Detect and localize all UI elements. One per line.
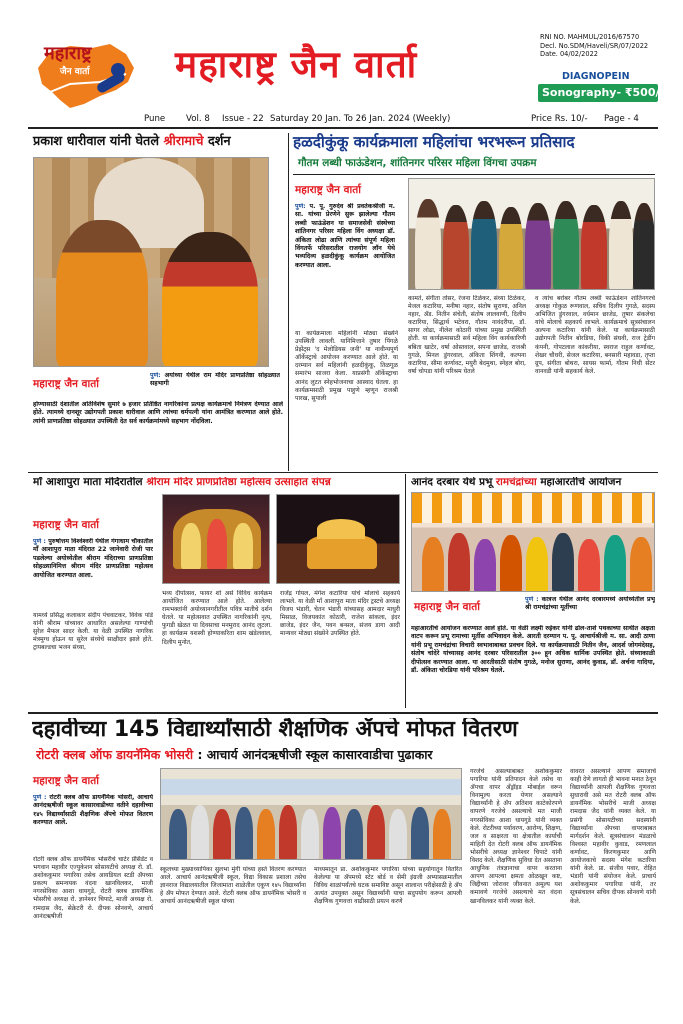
story5-col2: स्कूलच्या मुख्याध्यापिका सुलभा मुंगी यांच्या हस्ते वितरण करण्यात आले. आचार्य आनंदऋषीजी स्कूल, विद्या विकास प्रशाला तसेच ज्ञानराज विद्यालयातील जिजामाता शाळेतील एकूण १४५ विद्यार्थ्यांना हे ॲप मोफत देण्यात आले. रोटरी क्लब ऑफ डायनॅमिक भोसरी व आचार्य आनंदऋषीजी स्कूल यांच्या — [160, 866, 306, 906]
story5-lead-text: रोटरी क्लब ऑफ डायनॅमिक भोसरी, आचार्य आनंदऋषीजी स्कूल कासारवाडीच्या वतीने दहावीच्या १४५ विद्यार्थ्यांसाठी शैक्षणिक ॲपचे मोफत वितरण करण्यात आले. — [33, 794, 153, 827]
brand-tag: महाराष्ट्र जैन वार्ता — [295, 184, 361, 196]
woman-figure — [162, 232, 258, 367]
story3-col2: भव्य दीपोत्सव, फायर शो असे विविध कार्यक्रम आयोजित करण्यात आले होते. आलेल्या रामभक्तांनी अयोध्यानगरीतील पवित्र मातीचे दर्शन घेतले. या महोत्सवात उपस्थित नागरिकांनी नृत्य, फुगडी खेळत या दिवसाचा मनमुराद आनंद लुटला. हा कार्यक्रम यशस्वी होण्याकरिता शाम खंडेलवाल, दिलीप मुनोत, — [162, 590, 272, 646]
masthead-logo — [30, 38, 138, 113]
ad-brand: DIAGNOPEIN — [562, 71, 630, 82]
story5-subhead-org: रोटरी क्लब ऑफ डायनॅमिक भोसरी — [36, 748, 194, 762]
story5-lead — [33, 794, 153, 852]
story4-body: महाआरतीचे आयोजन करण्यात आले होते. या वेळी लक्ष्मी रुईकर यांनी ढोल-ताशे पथकाच्या साथीत अक्षता वाटप करून प्रभू रामाच्या मूर्तीस अभिवादन केले. आरती दरम्यान प. पू. आचार्यश्रीजी म. सा. आदी ठाणा यांनी प्रभू रामचंद्रांचा विचारी स्वभावाबाबत प्रवचन दिले. या कार्यक्रमासाठी नितीन जैन, आदर्श जोगमंदेसह, संतोष चांदेरे यांच्यासह आनंद दरबार परिसरातील ३०० हून अधिक धार्मिक उपस्थित होते. संध्याकाळी दीपोत्सव करण्यात आला. या आरतीसाठी संतोष गुगळे, मनोज सुराणा, आनंद कुवाड, डॉ. अर्चना गादिया, डॉ. अंकिता चोरडिया यांनी परिश्रम घेतले. — [411, 625, 655, 675]
story1-lead — [150, 372, 280, 398]
column-rule — [288, 133, 289, 471]
story3-photo-left — [162, 494, 270, 584]
story3-headline — [33, 477, 401, 489]
rni-line: Decl. No.SDM/Haveli/SR/07/2022 — [540, 41, 649, 50]
rni-block — [540, 33, 648, 59]
story3-photo-right — [276, 494, 400, 584]
story1-dateline: पुणे: — [150, 372, 161, 379]
rni-line: Date. 04/02/2022 — [540, 50, 598, 59]
story1-body: होण्यासाठी देशातील अतिविशेष सुमारे ७ हजार प्रतिष्ठित नागरिकांना प्रत्यक्ष कार्यक्रमाचे निमंत्रण देण्यात आले होते. त्यामध्ये दानशूर उद्योगपती प्रकाश धारीवाल आणि त्यांच्या धर्मपत्नी यांना आमंत्रित करण्यात आले होते. त्यांनी प्राणप्रतिष्ठा सोहळ्यात उपस्थिती देत सर्व कार्यक्रमांमध्ये सहभाग नोंदविला. — [33, 401, 283, 425]
rni-line: RNI NO. MAHMUL/2016/67570 — [540, 33, 640, 41]
story3-lead — [33, 538, 153, 606]
strip-city: Pune — [144, 114, 166, 124]
story4-photo — [411, 492, 655, 592]
logo-sub: जैन वार्ता — [60, 67, 90, 77]
story2-headline: हळदीकुंकू कार्यक्रमाला महिलांचा भरभरून प्रतिसाद — [293, 133, 575, 151]
story4-headline-highlight: रामचंद्रांच्या — [495, 477, 537, 488]
strip-issue: Issue - 22 — [222, 114, 264, 124]
story5-subhead-rest: : आचार्य आनंदऋषीजी स्कूल कासारवाडीचा पुढाकार — [193, 748, 433, 762]
story4-headline-text: आनंद दरबार येथे प्रभू — [411, 477, 496, 488]
story4-dateline: पुणे : — [525, 596, 539, 603]
masthead-title: महाराष्ट्र जैन वार्ता — [175, 42, 418, 86]
logo-text: महाराष्ट्र — [44, 43, 92, 64]
dateline-strip — [138, 112, 658, 126]
story2-dateline: पुणे: — [295, 203, 306, 210]
story5-col5: वावरत असल्याने आपण समाजाचे काही देणे लागतो ही भावना मनात ठेवून विद्यार्थ्यांनी आपली शैक्षणिक गुणवत्ता सुधारावी असे मत रोटरी क्लब ऑफ डायनॅमिक भोसरीचे माजी अध्यक्ष रामदास जैद यांनी व्यक्त केले. या प्रसंगी सोसायटीच्या सदस्यांनी विद्यार्थ्यांना ॲपच्या वापराबाबत मार्गदर्शन केले. सूत्रसंचालन मंडळाचे विश्वस्त महावीर कुवाड, रमणलाल कर्णावट, किरणकुमार आणि आयोजकाचे सदस्य मंगेश कटारिया यांनी केले. प्रा. संजीव पवार, रोहित भंडारी यांनी संयोजन केले. प्राचार्य अशोककुमार पगारिया यांनी, तर सूत्रसंचालन सचिव दीपक सोनवणे यांनी केले. — [570, 768, 656, 905]
story2-col3: व त्यांच बरोबर गौतम लब्धी फाऊंडेशन शांतिनगरचे अध्यक्ष गोकुळ रूणवाल, सचिव दिलीप गुगळे, सदस्य अभिजित डुंगरवाल, वर्धमान छाजेड, तुषार संकलेचा यांचे मोलाचे सहकार्य लाभले. कार्यक्रमाचे सूत्रसंचालन अल्पना कटारिया यांनी केले. या कार्यक्रमासाठी उद्योगपती नितीन बोरडिया, विकी संघवी, राज ट्रेडींग कंपनी, गोपटलाल कांकरीया, स्वराज राहुल कर्णावट, शेखर चौधरी, सेजल कटारिया, बनसारी महावडा, तृप्ता ग्रुप, संगीता बोथरा, सायस फार्मा, गौतम निधी सेंटर वानवडी यांनी सहकार्य केले. — [535, 295, 655, 375]
strip-page: Page - 4 — [604, 114, 639, 124]
story3-col3: राजेंद्र गोयल, मंगेश कटारिया यांचे मोलाचे सहकार्य लाभले. या वेळी माँ आशापुरा माता मंदिर ट्रस्टचे अध्यक्ष विजय भंडारी, चेतन भंडारी यांच्यासह आमदार माधुरी मिसाळ, विजयकांत कोठारी, राजेश सांकला, इंदर छाजेड, इंदर जैन, पवन बन्सल, संजय डागा आदी मान्यवर मोठ्या संख्येने उपस्थित होते. — [280, 590, 400, 638]
story5-photo — [160, 768, 462, 860]
story1-headline — [33, 135, 283, 149]
story3-col1: यामध्ये प्रसिद्ध कलाकार संदीप पंचवाटकर, विवेक पांडे यांनी श्रीराम यांच्यावर आधारित असलेल्या गाण्यांची सुरेल मैफल सादर केली. या वेळी उपस्थित नागरिक मंत्रमुग्ध होऊन या सुरेल संध्येचे साक्षीदार झाले होते. ट्रायबल्डचा भजन संध्या, — [33, 612, 153, 652]
ad-offer: Sonography- ₹500/- — [538, 84, 658, 102]
story1-photo — [33, 157, 269, 367]
masthead-rule — [28, 127, 658, 129]
story1-headline-end: दर्शन — [203, 134, 231, 149]
story2-lead — [295, 203, 395, 327]
story1-headline-highlight: श्रीरामाचे — [163, 134, 204, 149]
brand-tag: महाराष्ट्र जैन वार्ता — [33, 378, 99, 390]
story2-col2: कामते, संगीता तोसर, रंजना टिळेकर, संध्या टिळेकर, मेजल कटारिया, मनीषा नहार, संतोष सुराणा, अनिल नहार, ॲड. नितीन संचेती, संतोष लालवाणी, दिलीप कटारिया, सिद्धार्थ भटेवरा, गौतम नावंदरीया, डॉ. सागर लोढा, नीलेश कोठारी यांच्या प्रमुख उपस्थिती होती. या कार्यक्रमासाठी सर्व महिला विंग कार्यकारिणी बबिता खाटेर, वर्षा ओस्तवाल, सपना छाजेड, राजश्री गुगळे, मिनल डुंगरवाल, अंकिता शिंगवी, कल्पना कटारिया, सीमा कर्णावट, मयुरी बेदमुथा, स्नेहल बोरा, वर्षा चोपडा यांनी परिश्रम घेतले — [408, 295, 526, 375]
story5-subhead — [36, 748, 656, 762]
story1-headline-text: प्रकाश धारीवाल यांनी घेतले — [33, 134, 164, 149]
strip-price: Price Rs. 10/- — [531, 114, 588, 124]
story5-col1: रोटरी क्लब ऑफ डायनॅमिक भोसरीचे चार्टर प्रेसिडेंट व भगवान महावीर एज्युकेशन सोसायटीचे अध्यक्ष रो. डॉ. अशोककुमार पगारिया तसेच आयडियल स्टडी ॲपच्या प्रकल्प समन्वयक वंदना खानविलकर, माजी नगरसेविका आशा धायगुडे, रोटरी क्लब डायनॅमिक भोसरीचे अध्यक्ष रो. ज्ञानेश्वर चिपाटे, माजी अध्यक्ष रो. रामदास जैद, सेक्रेटरी रो. दीपक सोनवणे, आचार्य आनंदऋषीजी — [33, 856, 153, 920]
story2-rule — [293, 174, 655, 175]
story4-lead-text: कात्रज येथील आनंद दरबारमध्ये अयोध्येतील प्रभू श्री रामचंद्रांच्या मूर्तीच्या — [525, 596, 655, 612]
strip-date: Saturday 20 Jan. To 26 Jan. 2024 (Weekly) — [270, 114, 451, 124]
strip-vol: Vol. 8 — [186, 114, 210, 124]
story1-lead-text: अयोध्या येथील राम मंदिर प्राणप्रतिष्ठा सोहळ्यात सहभागी — [150, 372, 280, 388]
story5-col3: माध्यमातून प्रा. अशोककुमार पगारिया यांच्या सहयोगातून वितरित केलेल्या या ॲपमध्ये स्टेट बोर्ड व सेमी इंग्रजी अभ्यासक्रमातील विविध शाळांपर्यंतचे घटक समाविष्ट असून शालान्त परीक्षेसाठी हे ॲप अत्यंत उपयुक्त असून विद्यार्थ्यांनी याचा सदुपयोग करून आपली शैक्षणिक गुणवत्ता वाढीसाठी प्रयत्न करणे — [314, 866, 462, 906]
section-rule — [28, 712, 658, 714]
brand-tag: महाराष्ट्र जैन वार्ता — [33, 519, 99, 531]
story5-dateline: पुणे : — [33, 794, 47, 801]
story3-lead-text: पुरुषोत्तम विश्वेश्वरी येथील गंगाधाम चौकातील माँ आशापुरा माता मंदिरात 22 जानेवारी रोजी पार पडलेल्या अयोध्येतील श्रीराम मंदिराच्या प्राणप्रतिष्ठा सोहळ्यानिमित्त श्रीराम मंदिर प्राणप्रतिष्ठा महोत्सव आयोजित करण्यात आला. — [33, 538, 153, 579]
story5-headline: दहावीच्या 145 विद्यार्थ्यांसाठी शैक्षणिक ॲपचे मोफत वितरण — [32, 718, 518, 742]
section-rule — [28, 472, 658, 473]
story4-headline-end: महाआरतीचे आयोजन — [536, 477, 622, 488]
man-figure — [56, 220, 148, 367]
story3-dateline: पुणे : — [33, 538, 46, 545]
story2-col1: या कार्यक्रमाला महिलांनी मोठ्या संख्येने उपस्थिती लावली. यानिमित्ताने तुषार पिंगळे प्रेझेंट्स 'द मेलोडियस जनी' या नावीन्यपूर्ण ऑर्केस्ट्राचे आयोजन करण्यात आले होते. या दरम्यान सर्व महिलांनी हळदीकुंकू, तिळगूळ समारंभ साजरा केला. याप्रसंगी ऑर्केस्ट्राचा आनंद लुटत स्नेहभोजनाचा आस्वाद घेतला. हा कार्यक्रमसाठी प्रमुख पाहुणे म्हणून राजश्री पारख, सुपाली — [295, 330, 398, 402]
story2-lead-text: प. पू. गुरुदेव श्री प्रवर्तकश्रीजी म. सा. यांच्या प्रेरणेने सुरू झालेल्या गौतम लब्धी फाऊंडेशन या समाजसेवी संस्थेच्या शांतिनगर परिसर महिला विंग अध्यक्षा डॉ. अंकिता लोढा आणि त्यांच्या संपूर्ण महिला विंगतर्फे परिसरातील राजयोग लॉन येथे भव्यदिव्य हळदीकुंकू कार्यक्रम आयोजित करण्यात आला. — [295, 203, 395, 269]
story3-headline-text: माँ आशापुरा माता मंदिरातील — [33, 477, 147, 488]
brand-tag: महाराष्ट्र जैन वार्ता — [414, 601, 480, 613]
story2-subhead: गौतम लब्धी फाऊंडेशन, शांतिनगर परिसर महिला विंगचा उपक्रम — [298, 157, 537, 169]
brand-tag: महाराष्ट्र जैन वार्ता — [33, 775, 99, 787]
story3-headline-highlight: श्रीराम मंदिर प्राणप्रतिष्ठा महोत्सव उत्साहात संपन्न — [146, 477, 331, 488]
story4-headline — [411, 477, 655, 488]
story4-lead — [525, 596, 655, 622]
story2-photo — [408, 178, 655, 290]
story5-col4: गरजेचे असल्याबाबत अशोककुमार पगारिया यांनी प्रतिपादन केले तसेच या ॲपचा वापर अँड्रॉइड मोबाईल वरून विनामूल्य करता येणार असल्याने विद्यार्थ्यांनी हे ॲप अतिशय काटेकोरपणे वापरणे गरजेचे असल्याचे मत माजी नगरसेविका आशा धायगुडे यांनी व्यक्त केले. रोटरीच्या पर्यावरण, आरोग्य, शिक्षण, जल व साक्षरता या क्षेत्रातील कार्याची माहिती देत रोटरी क्लब ऑफ डायनॅमिक भोसरीचे अध्यक्ष ज्ञानेश्वर चिपाटे यांनी विशद केले. शैक्षणिक सुविधा देत असताना आधुनिक तंत्रज्ञानाचा वापर करताना आपण आपल्या क्षमता ओळखून कष्ट, जिद्दीच्या जोरावर जीवनात अमूल्य यश कमावणे गरजेचे असल्याचे मत वंदना खानविलकर यांनी व्यक्त केले. — [470, 768, 562, 905]
column-rule — [405, 474, 406, 708]
